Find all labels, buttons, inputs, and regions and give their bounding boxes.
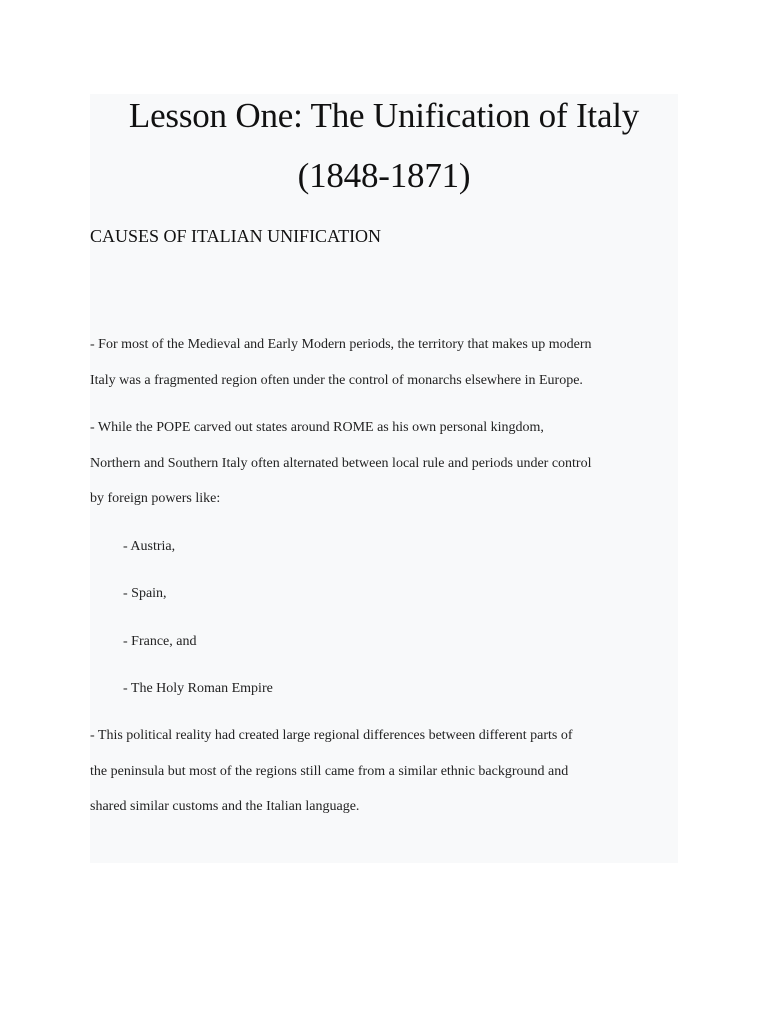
paragraph-line: the peninsula but most of the regions still came from a similar ethnic background and [90,764,569,779]
paragraph-line: - This political reality had created large regional differences between different parts of [90,728,573,743]
paragraph-line: Northern and Southern Italy often alternated between local rule and periods under control [90,456,592,471]
list-item: - The Holy Roman Empire [123,681,273,696]
paragraph-line: by foreign powers like: [90,491,221,506]
paragraph-line: - While the POPE carved out states around ROME as his own personal kingdom, [90,420,544,435]
list-item: - France, and [123,634,197,649]
section-heading: CAUSES OF ITALIAN UNIFICATION [90,226,382,246]
paragraph-line: Italy was a fragmented region often under the control of monarchs elsewhere in Europe. [90,373,583,388]
list-item: - Spain, [123,586,167,601]
paragraph-line: shared similar customs and the Italian language. [90,799,360,814]
paragraph-line: - For most of the Medieval and Early Modern periods, the territory that makes up modern [90,337,592,352]
document-page [90,94,678,863]
list-item: - Austria, [123,539,176,554]
page-title: Lesson One: The Unification of Italy [128,96,640,135]
page-title-dates: (1848-1871) [297,156,471,195]
